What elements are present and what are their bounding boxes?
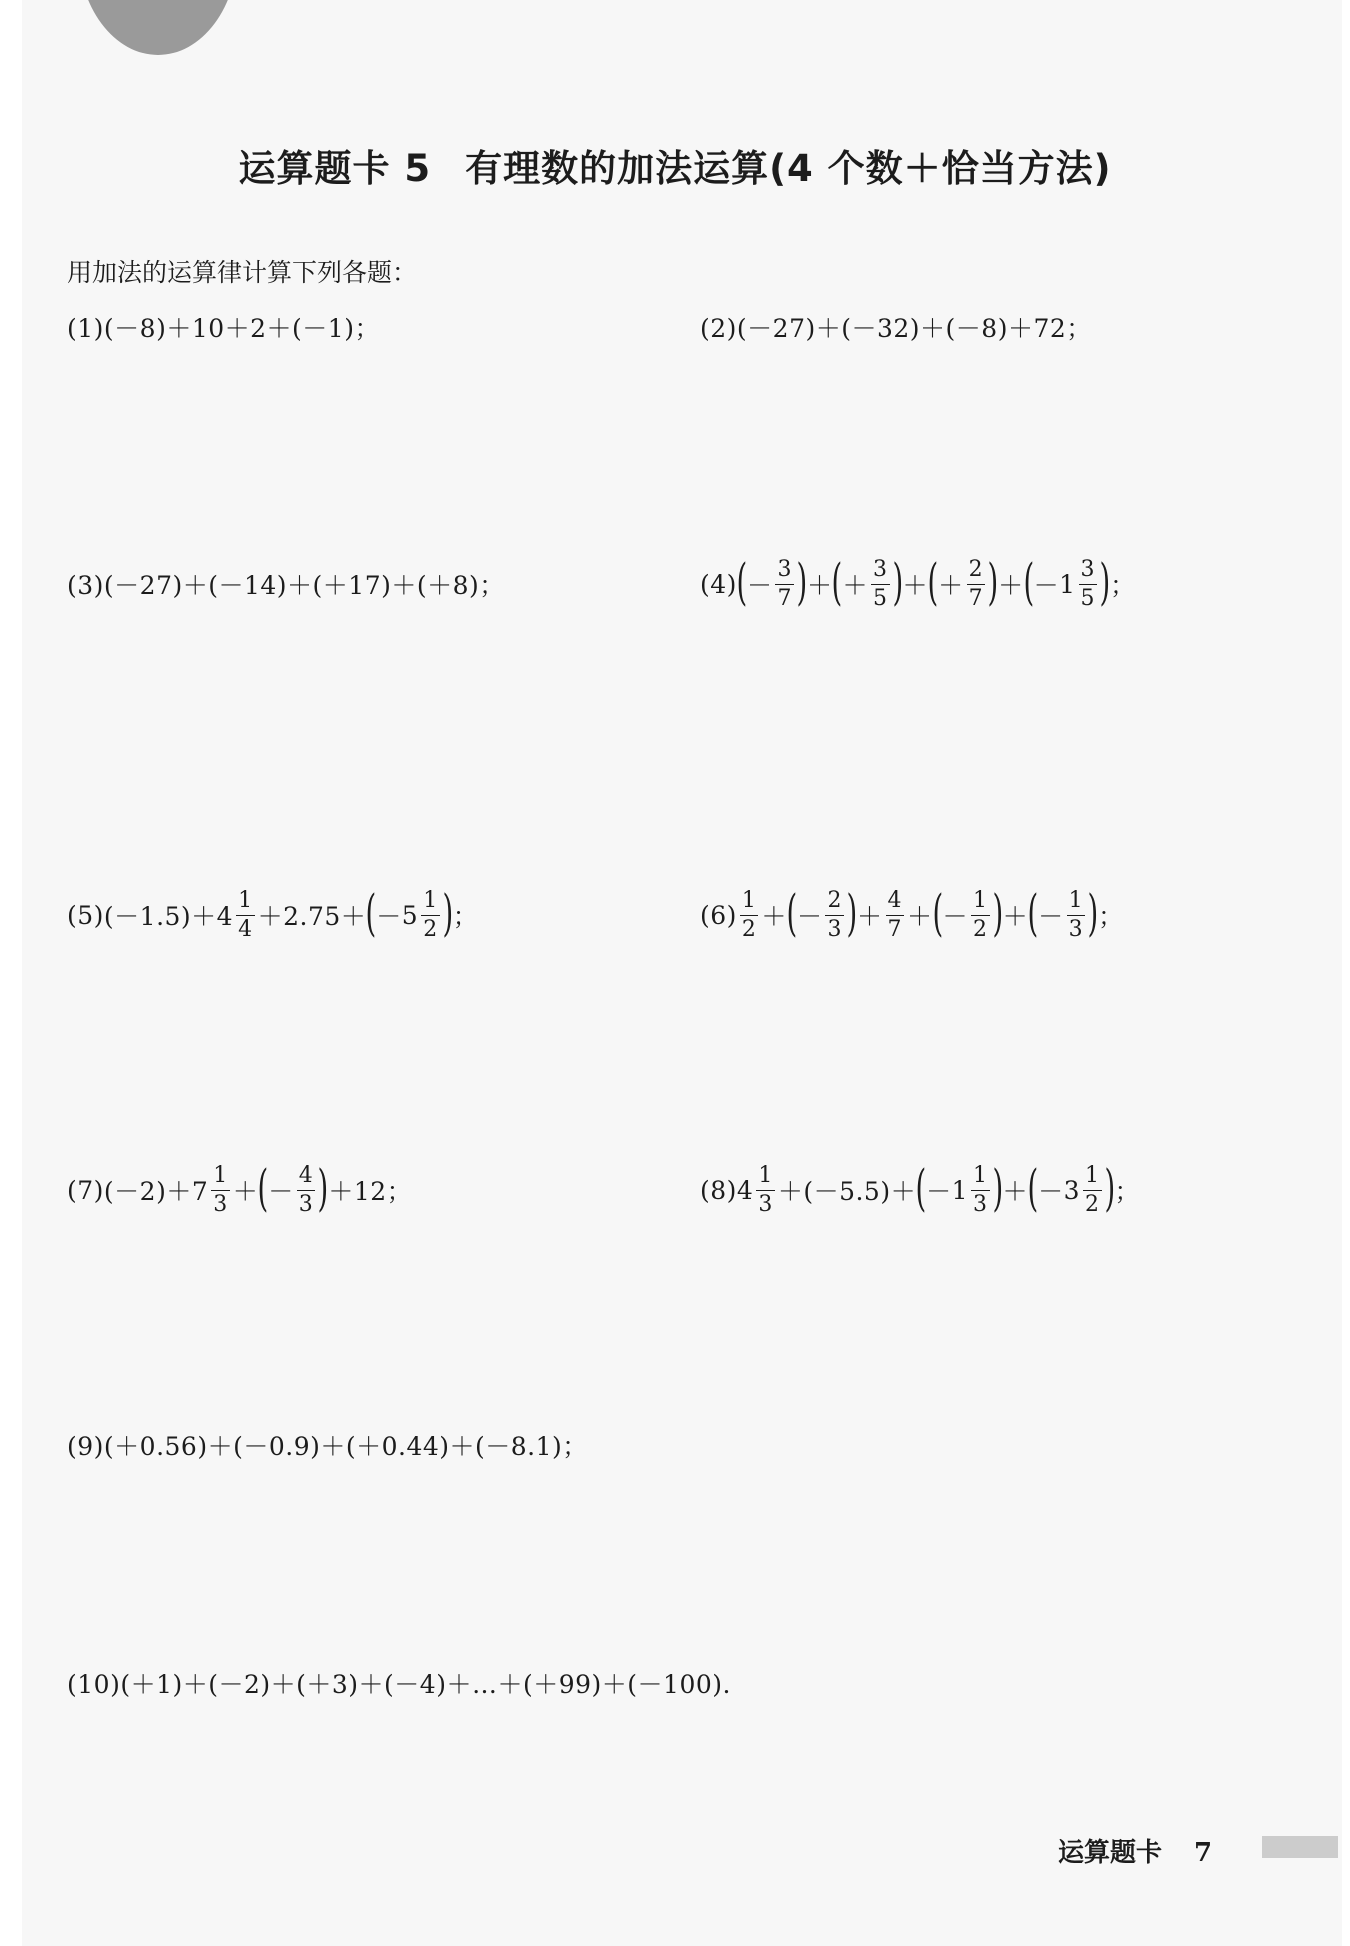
plus-sign: ＋	[806, 571, 833, 600]
page-footer	[1058, 1832, 1212, 1869]
numerator: 1	[236, 890, 255, 916]
paren-open: (	[932, 884, 944, 942]
expression-part: ＋2.75＋	[257, 902, 367, 931]
page-edge-right	[1342, 0, 1350, 1946]
plus-sign: ＋	[761, 902, 787, 931]
plus-sign: ＋	[232, 1177, 259, 1206]
paren-open: (	[1023, 553, 1035, 611]
paren-open: (	[736, 553, 748, 611]
denominator: 5	[873, 585, 888, 611]
numerator: 1	[971, 1165, 990, 1191]
problem-10-text: (10)(＋1)＋(－2)＋(＋3)＋(－4)＋…＋(＋99)＋(－100).	[67, 1670, 731, 1699]
denominator: 4	[238, 916, 253, 942]
fraction	[971, 887, 990, 942]
denominator: 3	[1068, 916, 1084, 942]
paren-close: )	[796, 553, 808, 611]
denominator: 7	[968, 585, 984, 611]
fraction	[1067, 887, 1086, 942]
minus-sign: －	[1038, 902, 1064, 931]
minus-sign: －	[1038, 1177, 1064, 1206]
numerator: 3	[871, 559, 890, 585]
whole-part: 4	[736, 1175, 754, 1205]
numerator: 1	[756, 1165, 775, 1191]
fraction	[871, 556, 890, 611]
fraction	[236, 887, 255, 942]
problem-2-text: (2)(－27)＋(－32)＋(－8)＋72；	[700, 314, 1092, 343]
denominator: 3	[213, 1191, 228, 1217]
numerator: 2	[967, 559, 986, 585]
fraction	[886, 887, 905, 942]
fraction	[775, 556, 794, 611]
plus-sign: ＋	[902, 571, 929, 600]
denominator: 3	[298, 1191, 314, 1217]
paren-open: (	[365, 884, 377, 942]
semicolon: ；	[1098, 902, 1124, 931]
plus-sign: ＋	[998, 571, 1024, 600]
fraction	[971, 1162, 990, 1217]
problem-1	[67, 292, 380, 362]
problem-4	[700, 549, 1136, 619]
problem-5	[67, 880, 478, 950]
fraction	[211, 1162, 230, 1217]
plus-sign: ＋	[856, 902, 883, 931]
paren-close: )	[1104, 1159, 1116, 1217]
numerator: 1	[421, 890, 440, 916]
paren-close: )	[1087, 884, 1099, 942]
problem-8	[700, 1155, 1140, 1225]
paren-open: (	[1027, 884, 1039, 942]
problem-2	[700, 292, 1092, 362]
minus-sign: －	[376, 902, 402, 931]
semicolon: ；	[1110, 571, 1136, 600]
positive-sign: ＋	[842, 571, 869, 600]
denominator: 3	[827, 916, 842, 942]
problem-8-label: (8)	[700, 1175, 737, 1205]
fraction	[297, 1162, 316, 1217]
minus-sign: －	[1033, 571, 1060, 600]
minus-sign: －	[942, 902, 969, 931]
paren-close: )	[1099, 553, 1111, 611]
numerator: 4	[297, 1165, 316, 1191]
numerator: 1	[971, 890, 990, 916]
denominator: 5	[1080, 585, 1096, 611]
numerator: 1	[1083, 1165, 1102, 1191]
numerator: 2	[825, 890, 844, 916]
fraction	[740, 887, 759, 942]
paren-close: )	[992, 884, 1004, 942]
problem-7-label: (7)	[67, 1175, 104, 1205]
whole-part: 3	[1063, 1175, 1080, 1205]
problem-1-text: (1)(－8)＋10＋2＋(－1)；	[67, 314, 380, 343]
positive-sign: ＋	[938, 571, 964, 600]
expression-part: ＋12；	[328, 1177, 413, 1206]
minus-sign: －	[926, 1177, 952, 1206]
denominator: 2	[423, 916, 438, 942]
problem-6	[700, 880, 1124, 950]
problem-4-label: (4)	[700, 569, 737, 599]
page-number: 7	[1194, 1838, 1213, 1868]
fraction	[756, 1162, 775, 1217]
denominator: 3	[973, 1191, 988, 1217]
minus-sign: －	[268, 1177, 294, 1206]
numerator: 3	[775, 559, 794, 585]
problem-6-label: (6)	[700, 900, 737, 930]
minus-sign: －	[746, 571, 773, 600]
paren-open: (	[831, 553, 843, 611]
footer-tab-decoration	[1262, 1836, 1338, 1858]
page-title	[0, 138, 1350, 192]
numerator: 1	[740, 890, 759, 916]
paren-close: )	[317, 1159, 329, 1217]
semicolon: ；	[1114, 1177, 1141, 1206]
paren-close: )	[892, 553, 904, 611]
paren-open: (	[786, 884, 798, 942]
fraction	[421, 887, 440, 942]
fraction	[1083, 1162, 1102, 1217]
numerator: 4	[886, 890, 905, 916]
numerator: 1	[1067, 890, 1086, 916]
paren-close: )	[992, 1159, 1004, 1217]
denominator: 7	[777, 585, 792, 611]
expression-part: (－2)＋7	[103, 1177, 209, 1206]
paren-open: (	[927, 553, 939, 611]
paren-open: (	[915, 1159, 927, 1217]
numerator: 3	[1079, 559, 1098, 585]
denominator: 2	[1085, 1191, 1100, 1217]
denominator: 3	[758, 1191, 773, 1217]
problem-3-text: (3)(－27)＋(－14)＋(＋17)＋(＋8)；	[67, 571, 505, 600]
whole-part: 1	[951, 1175, 969, 1205]
denominator: 2	[973, 916, 988, 942]
plus-sign: ＋	[1002, 1177, 1029, 1206]
paren-open: (	[257, 1159, 269, 1217]
whole-part: 5	[401, 900, 419, 930]
denominator: 2	[741, 916, 757, 942]
numerator: 1	[211, 1165, 230, 1191]
paren-close: )	[987, 553, 999, 611]
title-topic: 有理数的加法运算(4 个数＋恰当方法)	[465, 147, 1112, 190]
paren-close: )	[442, 884, 454, 942]
paren-close: )	[846, 884, 858, 942]
fraction	[825, 887, 844, 942]
plus-sign: ＋	[907, 902, 933, 931]
fraction	[1079, 556, 1098, 611]
expression-part: (－1.5)＋4	[103, 902, 234, 931]
problem-9	[67, 1410, 588, 1480]
problem-3	[67, 549, 505, 619]
denominator: 7	[887, 916, 902, 942]
whole-part: 1	[1059, 569, 1076, 599]
footer-label: 运算题卡	[1058, 1838, 1163, 1868]
problem-10	[67, 1648, 731, 1718]
page-edge-left	[0, 0, 22, 1946]
paren-open: (	[1027, 1159, 1039, 1217]
title-card-number: 运算题卡 5	[238, 147, 432, 190]
minus-sign: －	[796, 902, 823, 931]
plus-sign: ＋	[1002, 902, 1029, 931]
corner-tab-decoration	[78, 0, 238, 55]
fraction	[967, 556, 986, 611]
semicolon: ；	[452, 902, 479, 931]
problem-5-label: (5)	[67, 900, 104, 930]
problem-9-text: (9)(＋0.56)＋(－0.9)＋(＋0.44)＋(－8.1)；	[67, 1432, 588, 1461]
expression-part: ＋(－5.5)＋	[777, 1177, 917, 1206]
instruction-text: 用加法的运算律计算下列各题：	[67, 258, 418, 287]
problem-7	[67, 1155, 412, 1225]
